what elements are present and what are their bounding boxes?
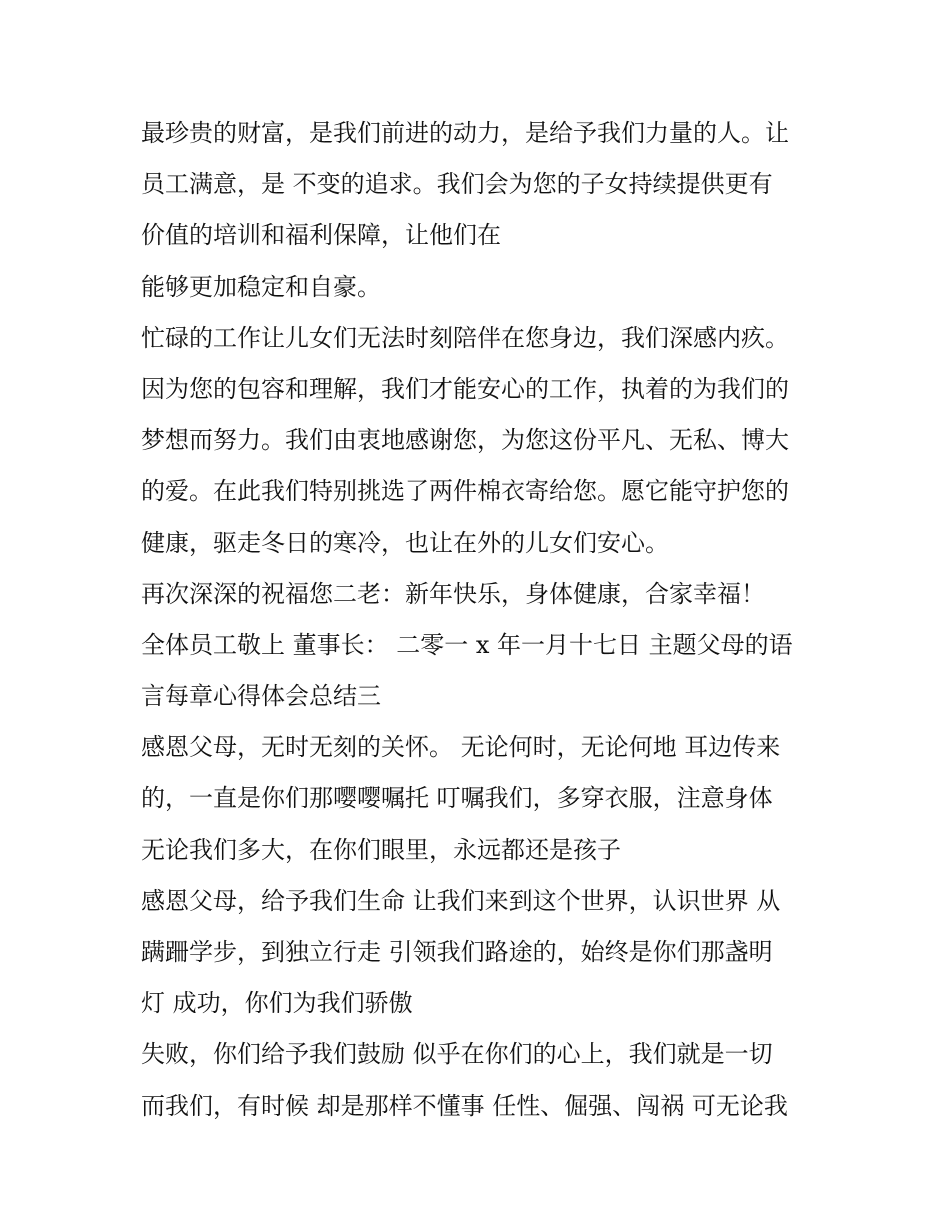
text-line: 蹒跚学步，到独立行走 引领我们路途的，始终是你们那盏明 [141, 938, 773, 966]
text-line: 价值的培训和福利保障，让他们在 [141, 221, 501, 250]
text-line: 能够更加稳定和自豪。 [141, 272, 381, 301]
text-line: 感恩父母，无时无刻的关怀。 无论何时，无论何地 耳边传来 [141, 733, 781, 762]
text-line: 全体员工敬上 董事长： 二零一 x 年一月十七日 主题父母的语 [141, 630, 793, 659]
text-line: 因为您的包容和理解，我们才能安心的工作，执着的为我们的 [141, 374, 789, 403]
text-line: 的爱。在此我们特别挑选了两件棉衣寄给您。愿它能守护您的 [141, 477, 789, 506]
text-line: 再次深深的祝福您二老：新年快乐，身体健康，合家幸福！ [141, 579, 765, 608]
text-line: 梦想而努力。我们由衷地感谢您，为您这份平凡、无私、博大 [141, 426, 789, 455]
text-line: 而我们，有时候 却是那样不懂事 任性、倔强、闯祸 可无论我 [141, 1091, 788, 1120]
text-line: 失败，你们给予我们鼓励 似乎在你们的心上，我们就是一切 [141, 1040, 773, 1069]
text-line: 忙碌的工作让儿女们无法时刻陪伴在您身边，我们深感内疚。 [141, 323, 789, 352]
text-line: 言每章心得体会总结三 [141, 682, 381, 711]
text-line: 员工满意，是 不变的追求。我们会为您的子女持续提供更有 [141, 170, 773, 199]
text-line: 健康，驱走冬日的寒冷，也让在外的儿女们安心。 [141, 528, 669, 557]
body-text [141, 108, 821, 1132]
text-line: 感恩父母，给予我们生命 让我们来到这个世界，认识世界 从 [141, 886, 781, 915]
text-line: 最珍贵的财富，是我们前进的动力，是给予我们力量的人。让 [141, 119, 789, 147]
text-line: 的，一直是你们那嘤嘤嘱托 叮嘱我们，多穿衣服，注意身体 [141, 784, 773, 813]
text-line: 灯 成功，你们为我们骄傲 [141, 989, 413, 1018]
text-line: 无论我们多大，在你们眼里，永远都还是孩子 [141, 835, 621, 864]
